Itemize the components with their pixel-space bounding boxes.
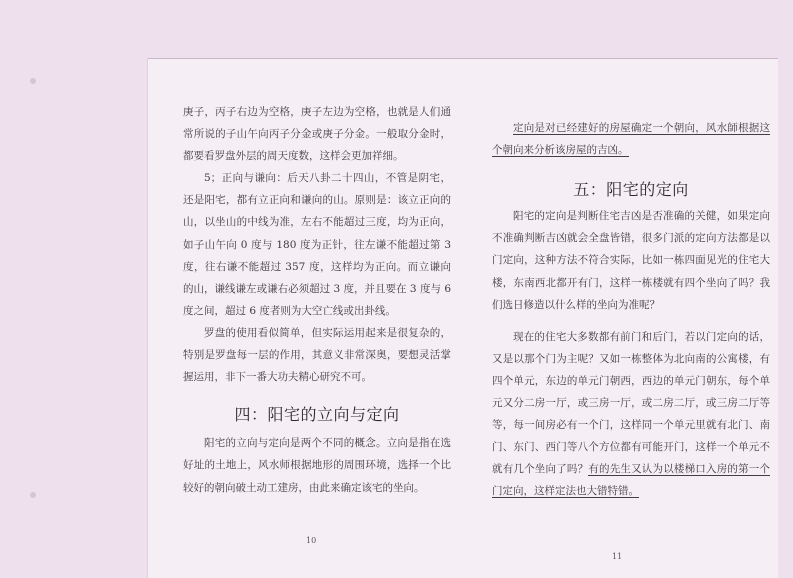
paragraph: 阳宅的立向与定向是两个不同的概念。立向是指在选好址的土地上，风水师根据地形的周围环境，选择一个比较好的朝向破土动工建房，由此来确定该宅的坐向。 (183, 437, 451, 494)
paragraph: 阳宅的定向是判断住宅吉凶是否准确的关健，如果定向不准确判断吉凶就会全盘皆错，很多门派的定向方法都是以门定向，这种方法不符合实际，比如一栋四面见光的住宅大楼，东南西北都开有门，这样一栋楼就有四个坐向了吗？我们选日修造以什么样的坐向为准呢？ (492, 210, 770, 311)
section-heading: 四：阳宅的立向与定向 (234, 405, 400, 425)
paragraph: 庚子，丙子右边为空格，庚子左边为空格，也就是人们通常所说的子山午向丙子分金或庚子分金。一般取分金时，都要看罗盘外层的周天度数，这样会更加祥细。 (183, 106, 451, 163)
section-heading: 五：阳宅的定向 (573, 180, 689, 200)
paragraph: 5；正向与谦向：后天八卦二十四山，不管是阴宅，还是阳宅，都有立正向和谦向的山。原则是：该立正向的山，以坐山的中线为准，左右不能超过三度，均为正向，如子山午向 0 度与 180 度为正针，往左谦不能超过第 3 度，往右谦不能超过 357 度，这样均为正向。而立谦向的山，谦线谦左或谦右必须超过 3 度，并且要在 3 度与 6 度之间，超过 6 度者则为大空亡线或出卦线。 (183, 172, 451, 317)
paragraph (492, 326, 770, 503)
punch-hole (30, 78, 36, 84)
page-number: 11 (612, 552, 623, 561)
paragraph: 罗盘的使用看似简单，但实际运用起来是很复杂的，特别是罗盘每一层的作用，其意义非常深奥，要想灵活掌握运用，非下一番大功夫精心研究不可。 (183, 326, 451, 384)
underlined-text: 有的先生又认为以楼梯口入房的第一个门定向，这样定法也大错特错。 (492, 463, 771, 498)
right-page (492, 117, 770, 503)
punch-hole (30, 492, 36, 498)
paragraph (492, 117, 770, 161)
left-page (183, 101, 451, 499)
underlined-text: 定向是对已经建好的房屋确定一个朝向，风水師根据这个朝向来分析该房屋的吉凶。 (492, 122, 770, 157)
paragraph-text: 现在的住宅大多数都有前门和后门，若以门定向的话，又是以那个门为主呢？又如一栋整体为北向南的公寓楼，有四个单元，东边的单元门朝西，西边的单元门朝东，每个单元又分二房一厅，或三房一厅，或二房二厅，或三房二厅等等，每一间房必有一个门，这样同一个单元里就有北门、南门、东门、西门等八个方位都有可能开门，这样一个单元不就有几个坐向了吗？ (492, 330, 770, 476)
page-number: 10 (306, 536, 317, 545)
